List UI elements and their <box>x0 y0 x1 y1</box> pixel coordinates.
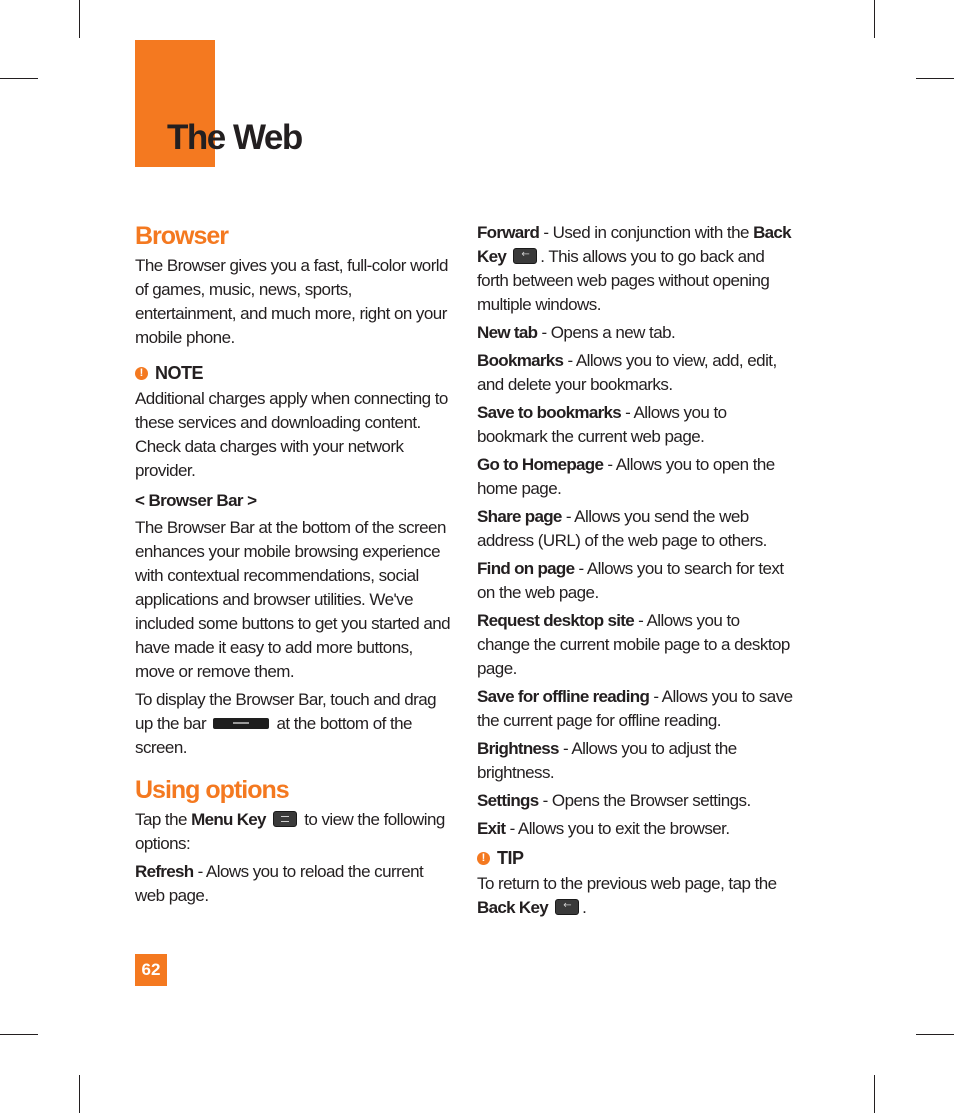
back-key-label: Back Key <box>477 223 791 266</box>
option-item-refresh <box>135 860 451 908</box>
option-term: Request desktop site <box>477 611 634 630</box>
note-label: NOTE <box>155 363 204 383</box>
crop-mark <box>79 1075 80 1113</box>
option-desc: - Allows you to change the current mobile page to a desktop page. <box>477 611 790 678</box>
option-term: Brightness <box>477 739 559 758</box>
option-term: Bookmarks <box>477 351 564 370</box>
option-desc: - Allows you send the web address (URL) of the web page to others. <box>477 507 767 550</box>
note-header <box>135 360 451 386</box>
crop-mark <box>79 0 80 38</box>
display-after: at the bottom of the screen. <box>135 714 412 757</box>
option-item-settings <box>477 789 793 813</box>
crop-mark <box>874 0 875 38</box>
option-desc: - Allows you to adjust the brightness. <box>477 739 737 782</box>
option-term: New tab <box>477 323 538 342</box>
tap-before: Tap the <box>135 810 187 829</box>
option-item-share-page <box>477 505 793 553</box>
option-desc: - Alows you to reload the current web page. <box>135 862 424 905</box>
option-term: Share page <box>477 507 562 526</box>
tip-end: . <box>582 898 587 917</box>
option-item-request-desktop-site <box>477 609 793 681</box>
tip-text <box>477 872 793 920</box>
option-desc: - Allows you to view, add, edit, and delete your bookmarks. <box>477 351 777 394</box>
option-desc: - Allows you to exit the browser. <box>505 819 730 838</box>
option-term: Save to bookmarks <box>477 403 621 422</box>
crop-mark <box>0 1034 38 1035</box>
exclamation-circle-icon: ! <box>477 852 490 865</box>
menu-key-label: Menu Key <box>191 810 266 829</box>
left-column <box>135 220 451 912</box>
option-item-save-to-bookmarks <box>477 401 793 449</box>
browser-heading: Browser <box>135 222 229 250</box>
tip-body: To return to the previous web page, tap the <box>477 874 777 893</box>
option-item-new-tab <box>477 321 793 345</box>
back-key-icon <box>513 248 537 264</box>
options-intro <box>135 808 451 856</box>
option-term: Save for offline reading <box>477 687 650 706</box>
option-desc: - Allows you to save the current page for offline reading. <box>477 687 793 730</box>
using-options-heading: Using options <box>135 776 289 804</box>
back-key-icon <box>555 899 579 915</box>
option-item-forward <box>477 221 793 317</box>
option-desc: . This allows you to go back and forth between web pages without opening multiple windows. <box>477 247 770 314</box>
crop-mark <box>874 1075 875 1113</box>
option-desc: - Allows you to search for text on the web page. <box>477 559 784 602</box>
display-before: To display the Browser Bar, touch and drag up the bar <box>135 690 437 733</box>
tip-label: TIP <box>497 848 524 868</box>
option-term: Find on page <box>477 559 575 578</box>
option-item-save-for-offline-reading <box>477 685 793 733</box>
crop-mark <box>916 78 954 79</box>
tap-after: to view the following options: <box>135 810 445 853</box>
crop-mark <box>0 78 38 79</box>
browser-bar-text: The Browser Bar at the bottom of the screen enhances your mobile browsing experience with contextual recommendations, social applications and browser utilities. We've included some buttons to get you started and have made it easy to add more buttons, move or remove them. <box>135 518 451 681</box>
crop-mark <box>916 1034 954 1035</box>
option-item-exit <box>477 817 793 841</box>
option-desc: - Opens a new tab. <box>537 323 676 342</box>
option-term: Refresh <box>135 862 194 881</box>
back-key-label: Back Key <box>477 898 548 917</box>
option-desc: - Allows you to bookmark the current web page. <box>477 403 727 446</box>
option-desc: - Opens the Browser settings. <box>538 791 751 810</box>
option-item-go-to-homepage <box>477 453 793 501</box>
browser-bar-display <box>135 688 451 760</box>
option-term: Forward <box>477 223 540 242</box>
tip-header <box>477 845 793 871</box>
browser-bar-handle-icon <box>213 718 269 729</box>
option-desc: - Used in conjunction with the <box>539 223 754 242</box>
option-term: Settings <box>477 791 539 810</box>
menu-key-icon <box>273 811 297 827</box>
option-desc: - Allows you to open the home page. <box>477 455 775 498</box>
option-term: Go to Homepage <box>477 455 604 474</box>
browser-intro: The Browser gives you a fast, full-color world of games, music, news, sports, entertainment, and much more, right on your mobile phone. <box>135 256 448 347</box>
note-text: Additional charges apply when connecting to these services and downloading content. Check data charges with your network provider. <box>135 389 448 480</box>
option-item-bookmarks <box>477 349 793 397</box>
browser-bar-heading: < Browser Bar > <box>135 491 257 510</box>
option-item-find-on-page <box>477 557 793 605</box>
exclamation-circle-icon: ! <box>135 367 148 380</box>
option-term: Exit <box>477 819 506 838</box>
right-column <box>477 221 793 924</box>
page-number: 62 <box>135 954 167 986</box>
page-title: The Web <box>167 118 302 157</box>
option-item-brightness <box>477 737 793 785</box>
